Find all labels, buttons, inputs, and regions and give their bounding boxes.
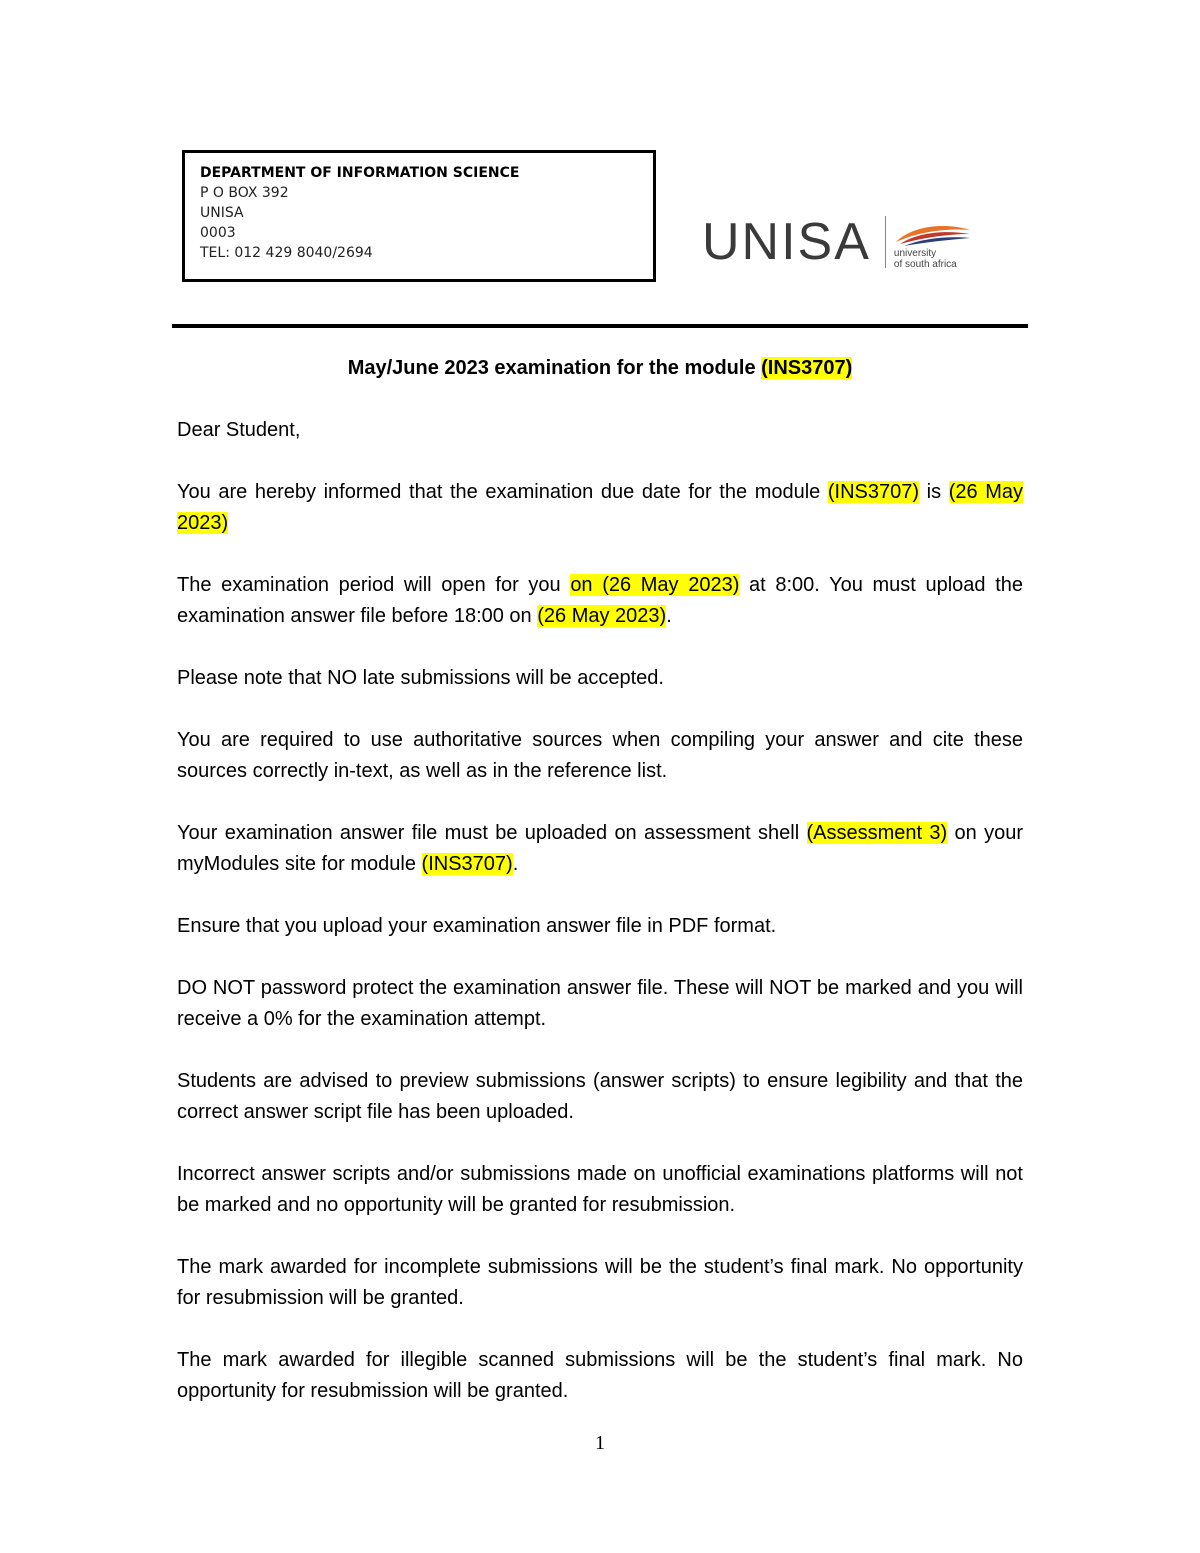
postal-code: 0003 [200, 225, 236, 241]
page-number: 1 [595, 1432, 605, 1454]
logo-wordmark: UNISA [702, 213, 871, 271]
page-title: May/June 2023 examination for the module (INS3707) [347, 357, 853, 379]
telephone: TEL: 012 429 8040/2694 [200, 245, 373, 261]
swoosh-icon [894, 222, 972, 248]
logo-line-2: of south africa [893, 259, 957, 270]
preview-paragraph: Students are advised to preview submissions (answer scripts) to ensure legibility and that the correct answer script file has been uploaded. [177, 1070, 1023, 1123]
sources-paragraph: You are required to use authoritative sources when compiling your answer and cite these sources correctly in-text, as well as in the reference list. [177, 729, 1023, 782]
department-name: DEPARTMENT OF INFORMATION SCIENCE [200, 165, 520, 181]
po-box: P O BOX 392 [200, 185, 289, 201]
illegible-submissions-paragraph: The mark awarded for illegible scanned submissions will be the student’s final mark. No opportunity for resubmission will be granted. [177, 1349, 1023, 1402]
incorrect-scripts-paragraph: Incorrect answer scripts and/or submissions made on unofficial examinations platforms will not be marked and no opportunity will be granted for resubmission. [177, 1163, 1023, 1216]
incomplete-submissions-paragraph: The mark awarded for incomplete submissions will be the student’s final mark. No opportunity for resubmission will be granted. [177, 1256, 1023, 1309]
logo-divider [885, 216, 886, 268]
logo-line-1: university [893, 248, 937, 259]
pdf-format-paragraph: Ensure that you upload your examination answer file in PDF format. [177, 915, 777, 937]
address-city: UNISA [200, 205, 244, 221]
exam-period-paragraph: The examination period will open for you on (26 May 2023) at 8:00. You must upload the examination answer file before 18:00 on (26 May 2023). [177, 574, 1024, 627]
upload-location-paragraph: Your examination answer file must be uploaded on assessment shell (Assessment 3) on your myModules site for module (INS3707). [177, 822, 1023, 875]
due-date-paragraph: You are hereby informed that the examination due date for the module (INS3707) is (26 May 2023) [177, 481, 1023, 534]
address-box [182, 150, 656, 282]
letter-body [177, 353, 1023, 1407]
module-code-highlight: (INS3707) [761, 357, 853, 379]
header-rule [172, 324, 1028, 328]
late-submissions-paragraph: Please note that NO late submissions will be accepted. [177, 667, 664, 689]
password-paragraph: DO NOT password protect the examination answer file. These will NOT be marked and you will receive a 0% for the examination attempt. [177, 977, 1023, 1030]
unisa-logo [702, 212, 972, 272]
logo-right [894, 214, 972, 270]
greeting: Dear Student, [177, 419, 301, 441]
